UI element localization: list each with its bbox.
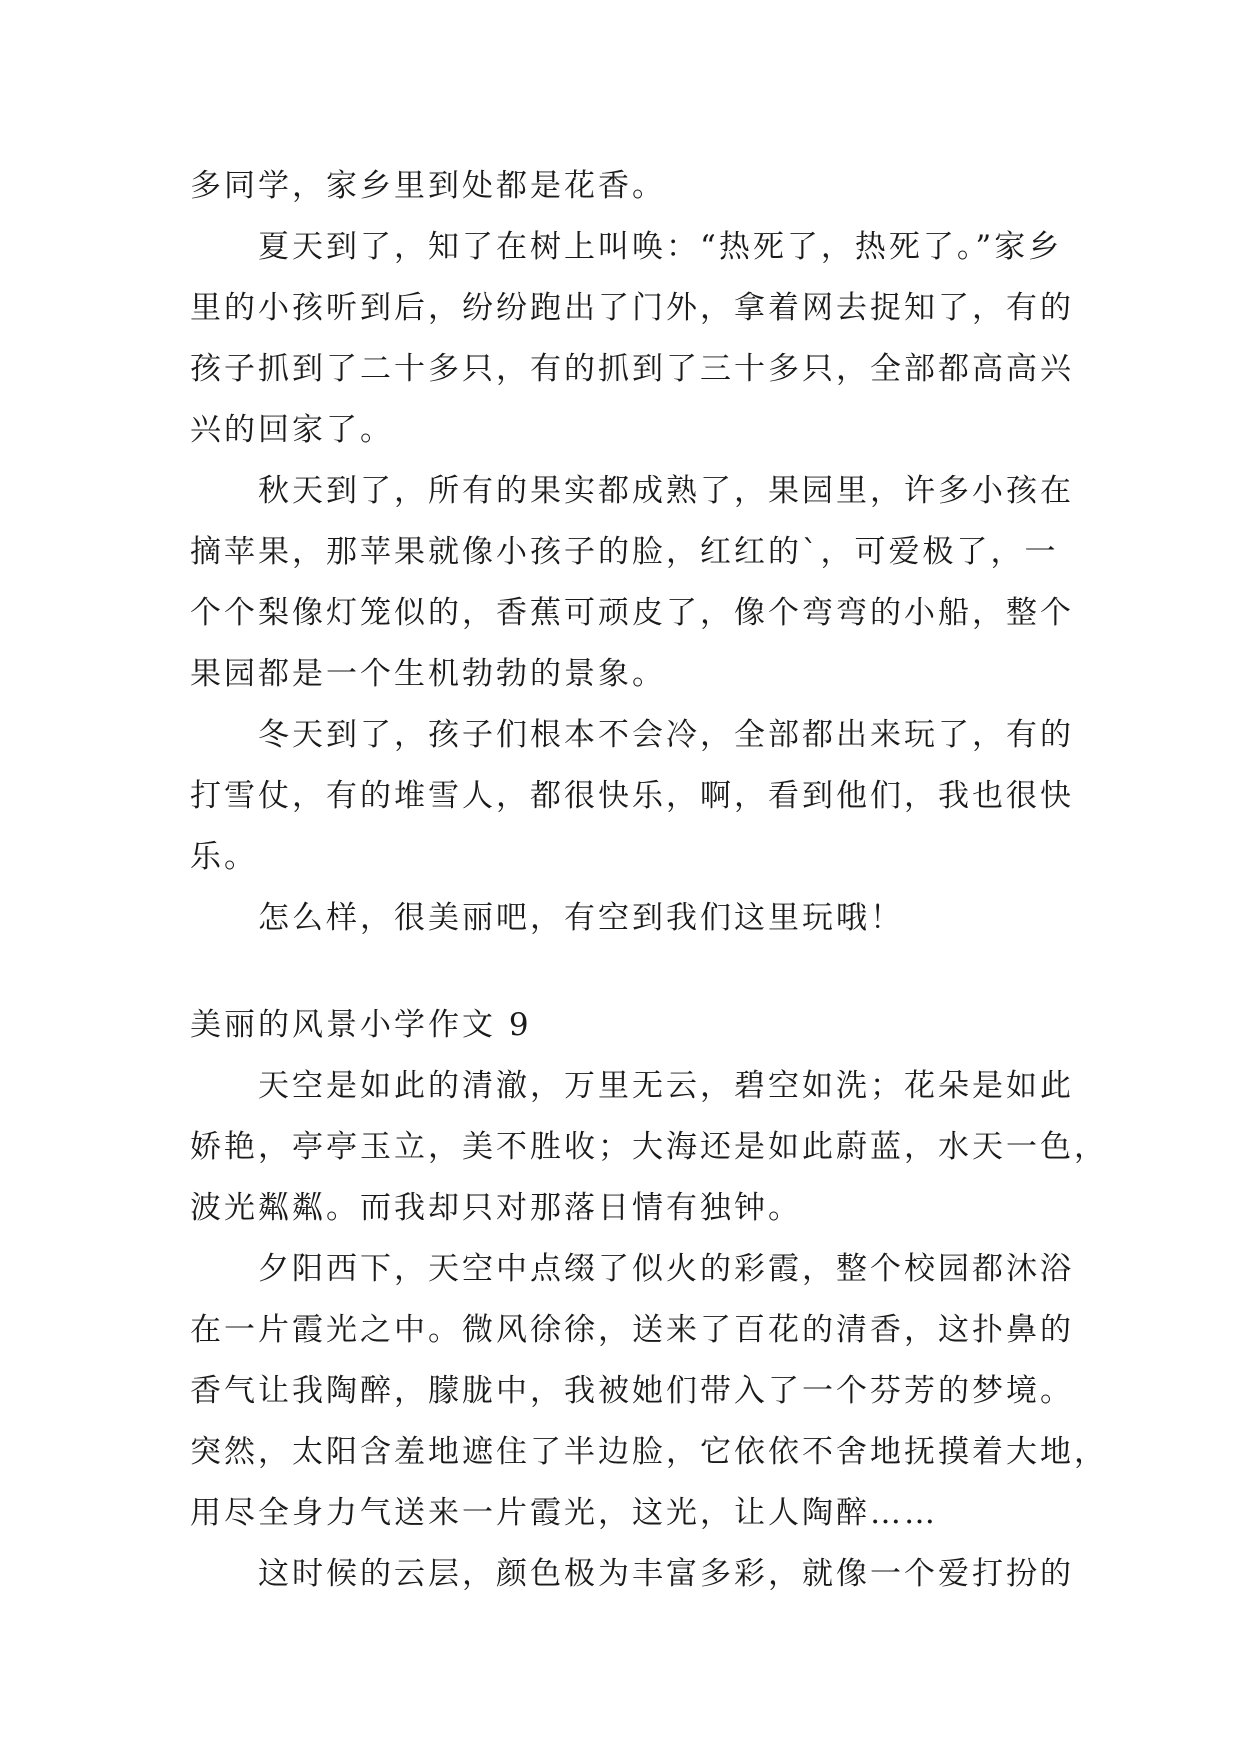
text-line: 摘苹果，那苹果就像小孩子的脸，红红的`，可爱极了，一 bbox=[190, 534, 1059, 570]
paragraph-winter-line: 冬天到了，孩子们根本不会冷，全部都出来玩了，有的 bbox=[258, 717, 1074, 753]
text-line: 多同学，家乡里到处都是花香。 bbox=[190, 168, 666, 204]
paragraph-sky-line: 天空是如此的清澈，万里无云，碧空如洗；花朵是如此 bbox=[258, 1068, 1074, 1104]
paragraph-autumn-line: 秋天到了，所有的果实都成熟了，果园里，许多小孩在 bbox=[258, 473, 1074, 509]
text-line: 香气让我陶醉，朦胧中，我被她们带入了一个芬芳的梦境。 bbox=[190, 1373, 1074, 1409]
essay-body bbox=[190, 156, 1108, 1605]
paragraph-sunset-line: 夕阳西下，天空中点缀了似火的彩霞，整个校园都沐浴 bbox=[258, 1251, 1074, 1287]
text-line: 里的小孩听到后，纷纷跑出了门外，拿着网去捉知了，有的 bbox=[190, 290, 1074, 326]
section-heading: 美丽的风景小学作文 9 bbox=[190, 1007, 532, 1043]
paragraph-summer-line: 夏天到了，知了在树上叫唤：“热死了，热死了。”家乡 bbox=[258, 229, 1063, 265]
paragraph-closing-line: 怎么样，很美丽吧，有空到我们这里玩哦！ bbox=[258, 900, 904, 936]
text-line: 突然，太阳含羞地遮住了半边脸，它依依不舍地抚摸着大地， bbox=[190, 1434, 1108, 1470]
text-line: 波光粼粼。而我却只对那落日情有独钟。 bbox=[190, 1190, 802, 1226]
text-line: 打雪仗，有的堆雪人，都很快乐，啊，看到他们，我也很快 bbox=[190, 778, 1074, 814]
text-line: 用尽全身力气送来一片霞光，这光，让人陶醉…… bbox=[190, 1495, 938, 1531]
section-gap bbox=[190, 949, 1060, 995]
text-line: 娇艳，亭亭玉立，美不胜收；大海还是如此蔚蓝，水天一色， bbox=[190, 1129, 1108, 1165]
text-line: 孩子抓到了二十多只，有的抓到了三十多只，全部都高高兴 bbox=[190, 351, 1074, 387]
text-line: 在一片霞光之中。微风徐徐，送来了百花的清香，这扑鼻的 bbox=[190, 1312, 1074, 1348]
text-line: 果园都是一个生机勃勃的景象。 bbox=[190, 656, 666, 692]
paragraph-clouds-line: 这时候的云层，颜色极为丰富多彩，就像一个爱打扮的 bbox=[258, 1556, 1074, 1592]
text-line: 个个梨像灯笼似的，香蕉可顽皮了，像个弯弯的小船，整个 bbox=[190, 595, 1074, 631]
text-line: 乐。 bbox=[190, 839, 258, 875]
text-line: 兴的回家了。 bbox=[190, 412, 394, 448]
